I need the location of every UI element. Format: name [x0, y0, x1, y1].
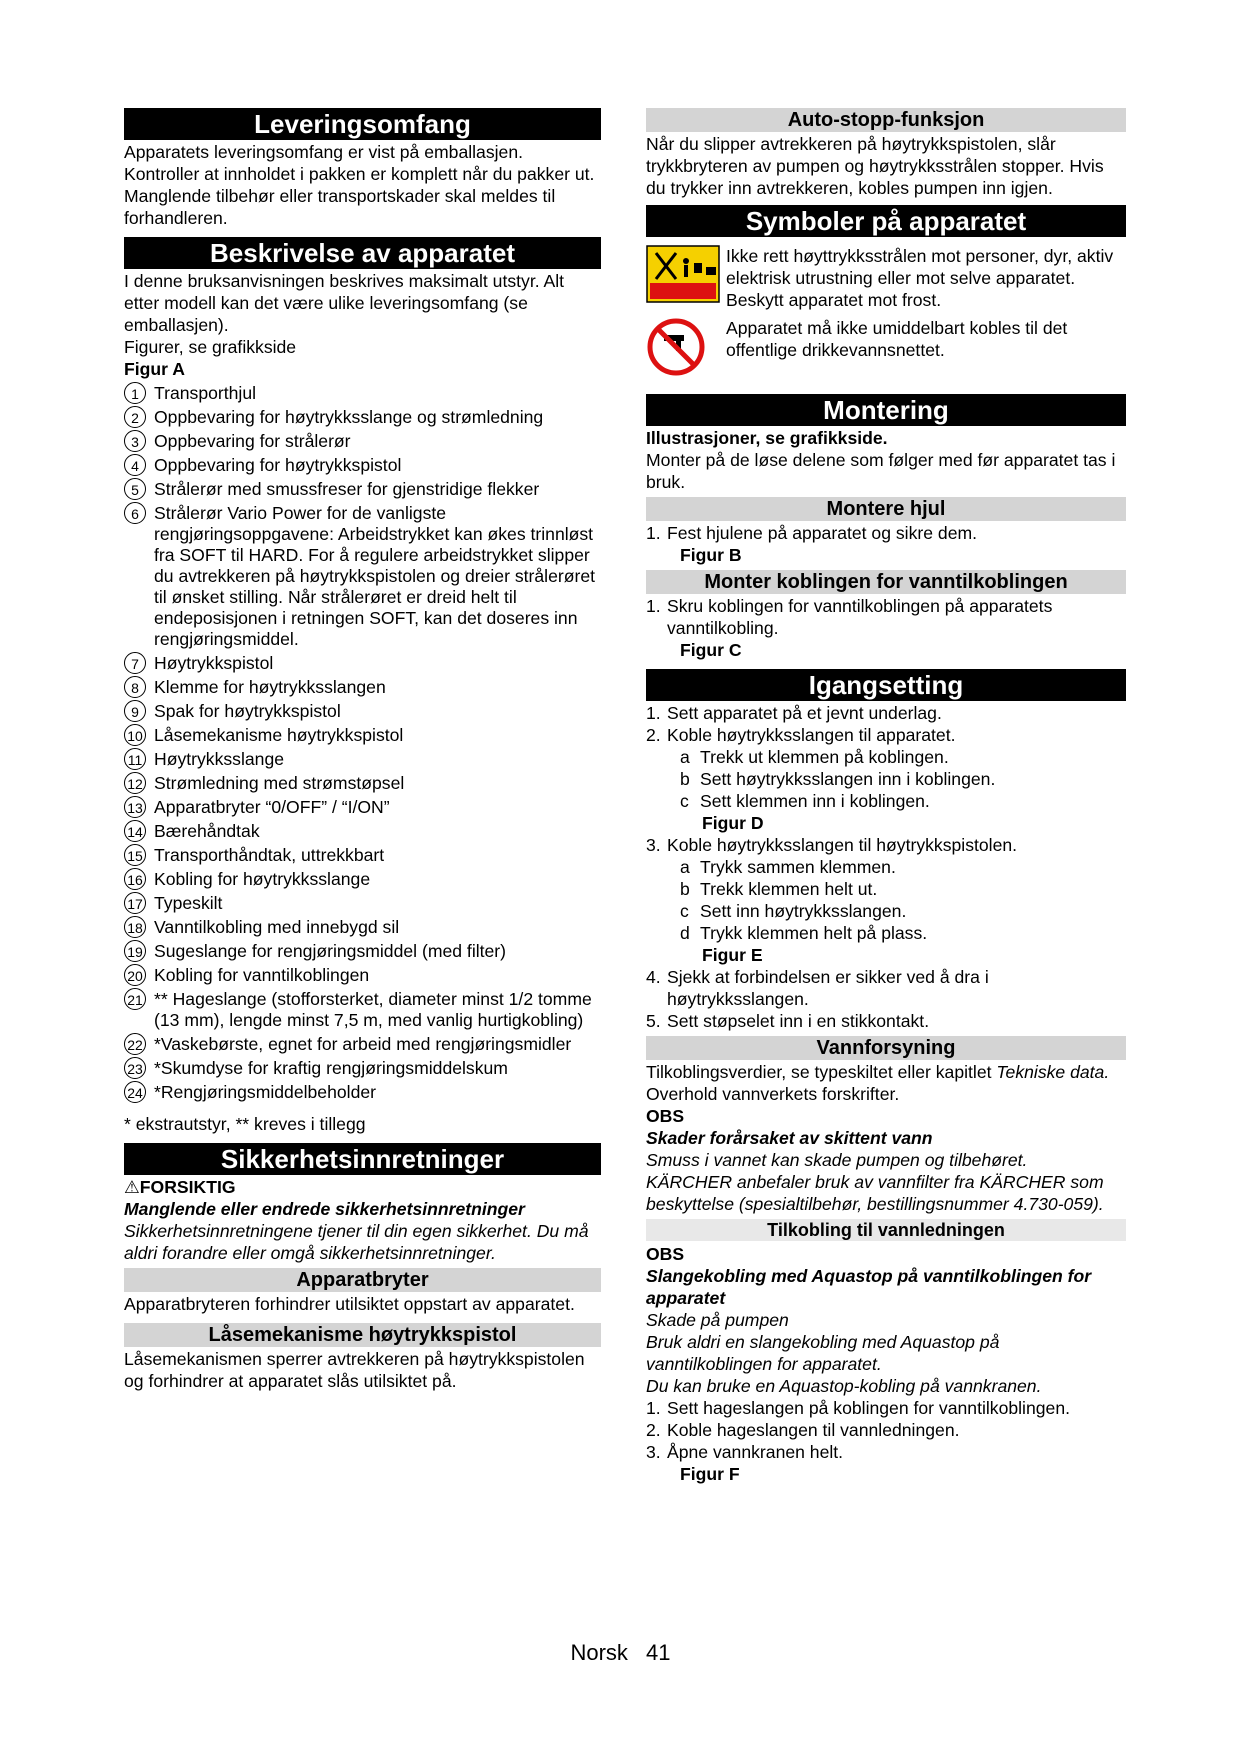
heading-montering: Montering — [646, 394, 1126, 426]
obs2-title: Slangekobling med Aquastop på vanntilkoblingen for apparatet — [646, 1266, 1092, 1308]
parts-list-item — [124, 869, 601, 890]
item-text: Transporthåndtak, uttrekkbart — [154, 845, 385, 865]
obs-label: OBS — [646, 1106, 685, 1126]
item-text: Oppbevaring for høytrykksslange og strømledning — [154, 407, 544, 427]
parts-list-item — [124, 821, 601, 842]
symbol-1-text-frost: Beskytt apparatet mot frost. — [726, 290, 942, 310]
item-text: Oppbevaring for strålerør — [154, 431, 351, 451]
item-number-badge: 9 — [124, 700, 146, 722]
step-3b: b Trekk klemmen helt ut. — [680, 879, 878, 899]
item-text: Høytrykkspistol — [154, 653, 274, 673]
parts-list — [124, 383, 601, 1103]
item-number-badge: 23 — [124, 1057, 146, 1079]
step-2c: c Sett klemmen inn i koblingen. — [680, 791, 930, 811]
parts-list-item — [124, 941, 601, 962]
item-text: ** Hageslange (stofforsterket, diameter minst 1/2 tomme (13 mm), lengde minst 7,5 m, med vanlig hurtigkobling) — [154, 989, 592, 1030]
item-number-badge: 1 — [124, 382, 146, 404]
symbol-row-2 — [646, 317, 1126, 382]
heading-kobling: Monter koblingen for vanntilkoblingen — [646, 570, 1126, 594]
page-number: 41 — [646, 1640, 671, 1665]
item-number-badge: 18 — [124, 916, 146, 938]
item-number-badge: 16 — [124, 868, 146, 890]
item-text: Vanntilkobling med innebygd sil — [154, 917, 400, 937]
parts-list-item — [124, 989, 601, 1031]
item-text: Apparatbryter “0/OFF” / “I/ON” — [154, 797, 390, 817]
parts-list-item — [124, 797, 601, 818]
item-text: Kobling for vanntilkoblingen — [154, 965, 370, 985]
item-number-badge: 7 — [124, 652, 146, 674]
beskrivelse-text: I denne bruksanvisningen beskrives maksimalt utstyr. Alt etter modell kan det være ulike leveringsomfang (se emballasjen). — [124, 271, 565, 335]
symbol-1-text — [726, 245, 1126, 311]
heading-beskrivelse: Beskrivelse av apparatet — [124, 237, 601, 269]
heading-tilkobling: Tilkobling til vannledningen — [646, 1219, 1126, 1241]
item-number-badge: 15 — [124, 844, 146, 866]
step-2a: a Trekk ut klemmen på koblingen. — [680, 747, 949, 767]
right-column — [646, 108, 1126, 1485]
warning-title: Manglende eller endrede sikkerhetsinnretninger — [124, 1199, 525, 1219]
no-drinking-water-icon — [646, 317, 726, 382]
symbol-row-1 — [646, 245, 1126, 311]
parts-list-item — [124, 1082, 601, 1103]
item-text: Låsemekanisme høytrykkspistol — [154, 725, 404, 745]
item-text: *Rengjøringsmiddelbeholder — [154, 1082, 377, 1102]
footer-language: Norsk — [570, 1640, 628, 1665]
parts-list-item — [124, 407, 601, 428]
hjul-step: 1. Fest hjulene på apparatet og sikre dem. — [646, 523, 978, 543]
parts-list-item — [124, 701, 601, 722]
parts-list-item — [124, 1058, 601, 1079]
item-text: Sugeslange for rengjøringsmiddel (med filter) — [154, 941, 507, 961]
heading-hjul: Montere hjul — [646, 497, 1126, 521]
montering-illus: Illustrasjoner, se grafikkside. — [646, 428, 888, 448]
heading-autostopp: Auto-stopp-funksjon — [646, 108, 1126, 132]
montering-text: Monter på de løse delene som følger med før apparatet tas i bruk. — [646, 450, 1116, 492]
kobling-step: 1. Skru koblingen for vanntilkoblingen på apparatets vanntilkobling. — [646, 596, 1053, 638]
item-number-badge: 12 — [124, 772, 146, 794]
figure-f: Figur F — [680, 1464, 740, 1484]
symbol-no-spray-icon — [646, 245, 726, 308]
parts-list-item — [124, 893, 601, 914]
symbol-2-text: Apparatet må ikke umiddelbart kobles til det offentlige drikkevannsnettet. — [726, 318, 1068, 360]
step-2b: b Sett høytrykksslangen inn i koblingen. — [680, 769, 996, 789]
item-number-badge: 17 — [124, 892, 146, 914]
page-footer — [0, 1640, 1241, 1666]
item-text: Transporthjul — [154, 383, 257, 403]
heading-igangsetting: Igangsetting — [646, 669, 1126, 701]
obs-text-1: Smuss i vannet kan skade pumpen og tilbehøret. — [646, 1150, 1028, 1170]
obs2-text-1: Skade på pumpen — [646, 1310, 789, 1330]
heading-vannforsyning: Vannforsyning — [646, 1036, 1126, 1060]
item-number-badge: 24 — [124, 1081, 146, 1103]
obs-text-2: KÄRCHER anbefaler bruk av vannfilter fra KÄRCHER som beskyttelse (spesialtilbehør, bestillingsnummer 4.730-059). — [646, 1172, 1104, 1214]
warning-label: ⚠FORSIKTIG — [124, 1177, 236, 1197]
item-text: Høytrykksslange — [154, 749, 285, 769]
parts-list-item — [124, 749, 601, 770]
hjul-figure: Figur B — [680, 545, 742, 565]
parts-footnote: * ekstrautstyr, ** kreves i tillegg — [124, 1114, 366, 1134]
heading-laas: Låsemekanisme høytrykkspistol — [124, 1323, 601, 1347]
heading-symboler: Symboler på apparatet — [646, 205, 1126, 237]
item-text: Klemme for høytrykksslangen — [154, 677, 386, 697]
parts-list-item — [124, 431, 601, 452]
tilk-step-2: 2. Koble hageslangen til vannledningen. — [646, 1420, 960, 1440]
item-text: *Vaskebørste, egnet for arbeid med rengjøringsmidler — [154, 1034, 572, 1054]
item-text: Oppbevaring for høytrykkspistol — [154, 455, 402, 475]
item-text: Kobling for høytrykksslange — [154, 869, 371, 889]
parts-list-item — [124, 503, 601, 650]
item-number-badge: 20 — [124, 964, 146, 986]
item-text: Strålerør med smussfreser for gjenstridige flekker — [154, 479, 540, 499]
laas-text: Låsemekanismen sperrer avtrekkeren på høytrykkspistolen og forhindrer at apparatet slås utilsiktet på. — [124, 1349, 585, 1391]
parts-list-item — [124, 917, 601, 938]
item-text: Typeskilt — [154, 893, 223, 913]
item-number-badge: 2 — [124, 406, 146, 428]
step-3a: a Trykk sammen klemmen. — [680, 857, 896, 877]
step-3: 3. Koble høytrykksslangen til høytrykkspistolen. — [646, 835, 1018, 855]
figure-a-label: Figur A — [124, 359, 185, 379]
item-text: Spak for høytrykkspistol — [154, 701, 341, 721]
step-3c: c Sett inn høytrykksslangen. — [680, 901, 907, 921]
obs2-text-2: Bruk aldri en slangekobling med Aquastop på vanntilkoblingen for apparatet. — [646, 1332, 1000, 1374]
warning-triangle-icon: ⚠ — [124, 1177, 140, 1197]
warning-text: Sikkerhetsinnretningene tjener til din egen sikkerhet. Du må aldri forandre eller omgå sikkerhetsinnretninger. — [124, 1221, 589, 1263]
item-number-badge: 10 — [124, 724, 146, 746]
item-number-badge: 4 — [124, 454, 146, 476]
leveringsomfang-text: Apparatets leveringsomfang er vist på emballasjen. Kontroller at innholdet i pakken er komplett når du pakker ut. Manglende tilbehør eller transportskader skal meldes til forhandleren. — [124, 142, 595, 228]
figure-d: Figur D — [702, 813, 764, 833]
parts-list-item — [124, 773, 601, 794]
item-number-badge: 22 — [124, 1033, 146, 1055]
item-number-badge: 6 — [124, 502, 146, 524]
parts-list-item — [124, 725, 601, 746]
heading-leveringsomfang: Leveringsomfang — [124, 108, 601, 140]
item-text: *Skumdyse for kraftig rengjøringsmiddelskum — [154, 1058, 508, 1078]
item-number-badge: 5 — [124, 478, 146, 500]
heading-apparatbryter: Apparatbryter — [124, 1268, 601, 1292]
left-column — [124, 108, 601, 1392]
item-number-badge: 3 — [124, 430, 146, 452]
parts-list-item — [124, 677, 601, 698]
obs2-text-3: Du kan bruke en Aquastop-kobling på vannkranen. — [646, 1376, 1042, 1396]
item-text: Strømledning med strømstøpsel — [154, 773, 405, 793]
parts-list-item — [124, 965, 601, 986]
figures-note: Figurer, se grafikkside — [124, 337, 297, 357]
parts-list-item — [124, 653, 601, 674]
tilk-step-1: 1. Sett hageslangen på koblingen for vanntilkoblingen. — [646, 1398, 1070, 1418]
vann-text-1: Tilkoblingsverdier, se typeskiltet eller kapitlet Tekniske data. — [646, 1062, 1110, 1082]
parts-list-item — [124, 383, 601, 404]
step-4: 4. Sjekk at forbindelsen er sikker ved å dra i høytrykksslangen. — [646, 967, 989, 1009]
parts-list-item — [124, 1034, 601, 1055]
step-3d: d Trykk klemmen helt på plass. — [680, 923, 928, 943]
item-number-badge: 14 — [124, 820, 146, 842]
obs-title: Skader forårsaket av skittent vann — [646, 1128, 933, 1148]
heading-sikkerhet: Sikkerhetsinnretninger — [124, 1143, 601, 1175]
kobling-figure: Figur C — [680, 640, 742, 660]
parts-list-item — [124, 455, 601, 476]
parts-list-item — [124, 845, 601, 866]
autostopp-text: Når du slipper avtrekkeren på høytrykkspistolen, slår trykkbryteren av pumpen og høytrykksstrålen stopper. Hvis du trykker inn avtrekkeren, kobles pumpen inn igjen. — [646, 134, 1104, 198]
step-5: 5. Sett støpselet inn i en stikkontakt. — [646, 1011, 930, 1031]
symbol-1-text-main: Ikke rett høyttrykksstrålen mot personer, dyr, aktiv elektrisk utrustning eller mot selve apparatet. — [726, 246, 1114, 288]
item-number-badge: 21 — [124, 988, 146, 1010]
item-number-badge: 19 — [124, 940, 146, 962]
step-2: 2. Koble høytrykksslangen til apparatet. — [646, 725, 956, 745]
item-number-badge: 8 — [124, 676, 146, 698]
obs2-label: OBS — [646, 1244, 685, 1264]
apparatbryter-text: Apparatbryteren forhindrer utilsiktet oppstart av apparatet. — [124, 1294, 575, 1314]
step-1: 1. Sett apparatet på et jevnt underlag. — [646, 703, 942, 723]
vann-text-2: Overhold vannverkets forskrifter. — [646, 1084, 900, 1104]
item-text: Bærehåndtak — [154, 821, 260, 841]
item-number-badge: 13 — [124, 796, 146, 818]
tilk-step-3: 3. Åpne vannkranen helt. — [646, 1442, 844, 1462]
item-number-badge: 11 — [124, 748, 146, 770]
figure-e: Figur E — [702, 945, 763, 965]
item-text: Strålerør Vario Power for de vanligste rengjøringsoppgavene: Arbeidstrykket kan økes trinnløst fra SOFT til HARD. For å regulere arbeidstrykket slipper du avtrekkeren på høytrykkspistolen og dreier strålerøret til ønsket stilling. Når strålerøret er dreid helt til endeposisjonen i retningen SOFT, kan det doseres inn rengjøringsmiddel. — [154, 503, 596, 649]
parts-list-item — [124, 479, 601, 500]
